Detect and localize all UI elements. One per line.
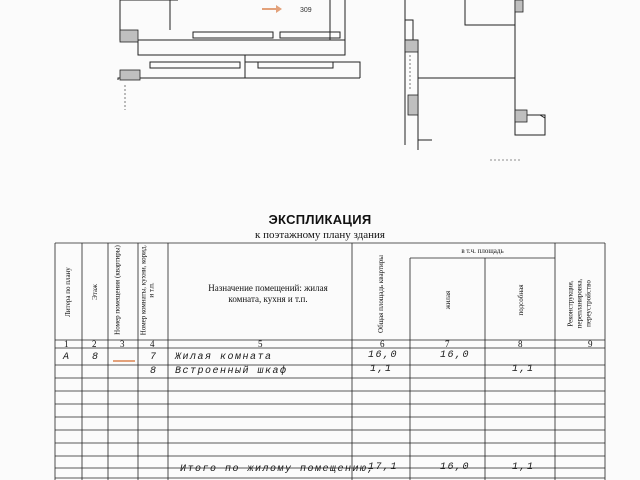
col-number-5: 5: [258, 339, 263, 349]
row1-living-area: 16,0: [440, 350, 471, 361]
row1-purpose: Жилая комната: [175, 352, 273, 363]
row2-room: 8: [150, 366, 158, 377]
col-number-7: 7: [445, 339, 450, 349]
row1-apartment-dash: [113, 360, 135, 362]
header-room-number: Номер комнаты, кухни, корид. и т.п.: [139, 244, 156, 336]
row1-room: 7: [150, 352, 158, 363]
total-row-living-area: 16,0: [440, 462, 471, 473]
header-total-area: Общая площадь квартиры: [377, 255, 385, 333]
row2-purpose: Встроенный шкаф: [175, 366, 288, 377]
col-number-6: 6: [380, 339, 385, 349]
total-row-total-area: 17,1: [368, 462, 399, 473]
total-row-label: Итого по жилому помещению,: [180, 464, 376, 475]
row1-floor: 8: [92, 352, 100, 363]
col-number-8: 8: [518, 339, 523, 349]
header-purpose: Назначение помещений: жилая комната, кухня и т.п.: [208, 283, 328, 304]
row2-total-area: 1,1: [370, 364, 393, 375]
row1-total-area: 16,0: [368, 350, 399, 361]
header-liter: Литера по плану: [64, 267, 72, 317]
col-number-2: 2: [92, 339, 97, 349]
col-number-3: 3: [120, 339, 125, 349]
row1-liter: А: [63, 352, 71, 363]
row2-auxiliary-area: 1,1: [512, 364, 535, 375]
room-number-label: 309: [300, 7, 312, 14]
header-apartment-number: Номер помещения (квартиры): [113, 245, 122, 335]
header-area-group: в т.ч. площадь: [461, 247, 504, 255]
explication-title: ЭКСПЛИКАЦИЯ: [268, 212, 372, 227]
total-row-auxiliary-area: 1,1: [512, 462, 535, 473]
col-number-1: 1: [64, 339, 69, 349]
header-auxiliary-area: подсобная: [517, 284, 525, 316]
col-number-9: 9: [588, 339, 593, 349]
header-floor: Этаж: [91, 284, 99, 300]
header-living-area: жилая: [444, 290, 452, 310]
header-reconstruction: Реконструкция, перепланировка, переустройство: [566, 278, 593, 329]
explication-subtitle: к поэтажному плану здания: [254, 229, 385, 241]
col-number-4: 4: [150, 339, 155, 349]
